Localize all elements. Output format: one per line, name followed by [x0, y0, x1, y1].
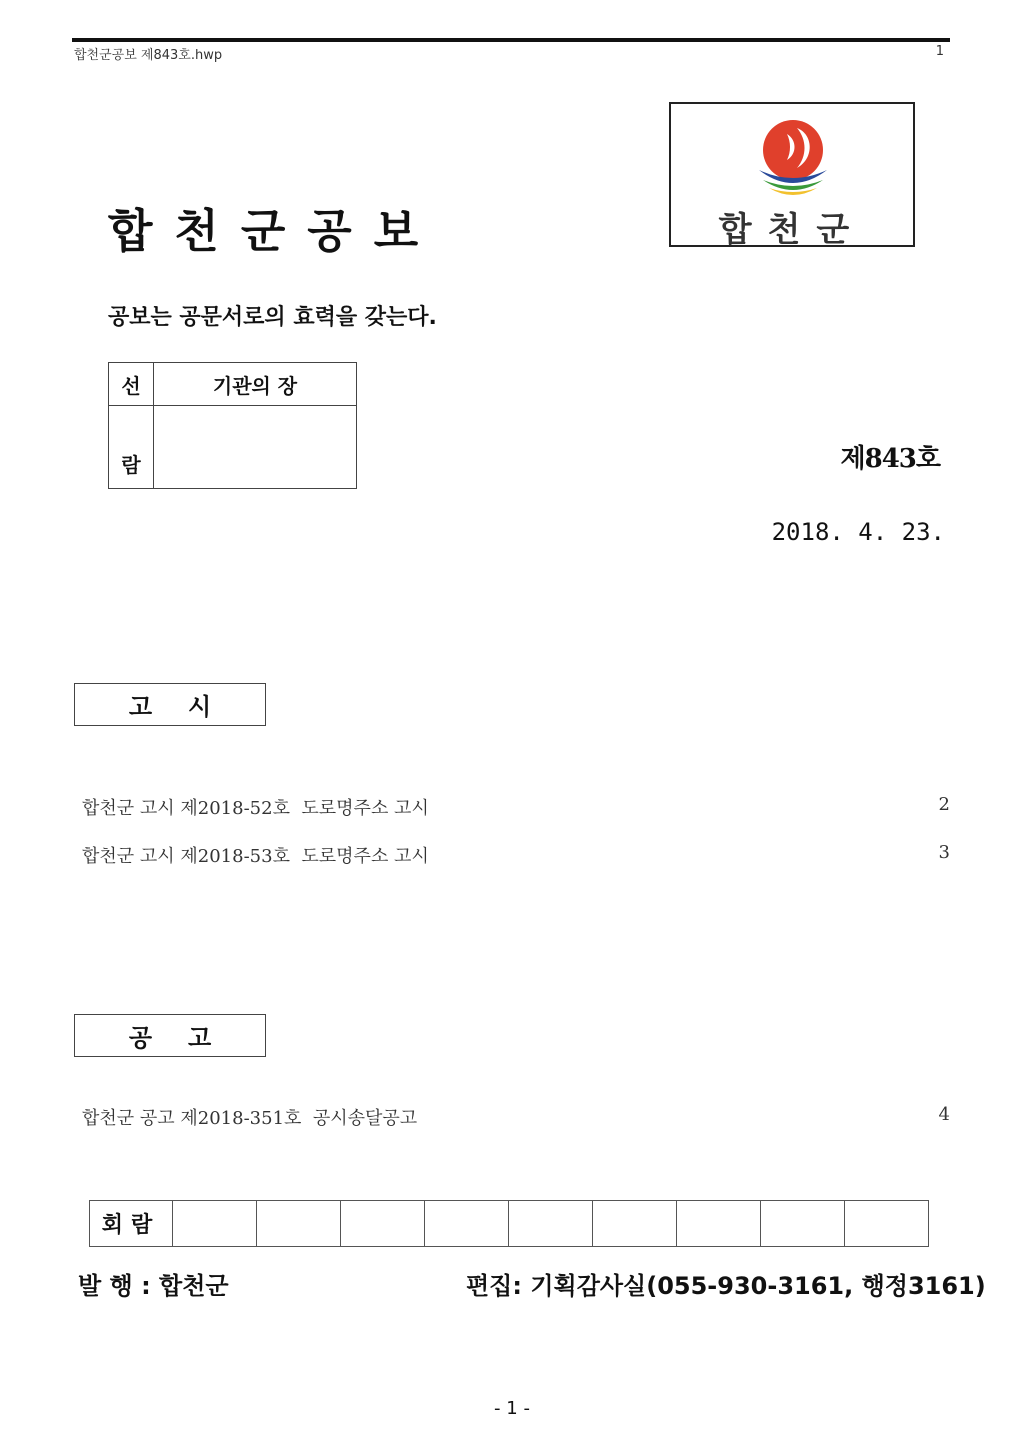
circulation-cell — [845, 1201, 929, 1247]
issue-number: 제843호 — [840, 444, 940, 474]
header-filename: 합천군공보 제843호.hwp — [74, 48, 223, 63]
logo-text: 합천군 — [718, 210, 866, 250]
toc-item-page: 4 — [938, 1104, 950, 1125]
header-rule — [72, 38, 950, 42]
toc-item-text: 합천군 고시 제2018-52호 도로명주소 고시 — [82, 798, 429, 819]
editor-contact: 편집: 기획감사실(055-930-3161, 행정3161) — [466, 1272, 986, 1300]
section-title-notices: 고시 — [74, 683, 266, 726]
toc-item[interactable] — [82, 842, 950, 868]
toc-item-page: 2 — [938, 794, 950, 815]
toc-item[interactable] — [82, 794, 950, 820]
approval-label-bottom: 람 — [109, 406, 154, 489]
circulation-cell — [761, 1201, 845, 1247]
approval-table — [108, 362, 357, 489]
circulation-cell — [425, 1201, 509, 1247]
county-emblem-icon — [753, 114, 833, 202]
circulation-cell — [173, 1201, 257, 1247]
publisher: 발 행 : 합천군 — [78, 1272, 229, 1300]
circulation-cell — [677, 1201, 761, 1247]
header-page-number: 1 — [935, 44, 944, 59]
circulation-table — [89, 1200, 929, 1247]
issue-date: 2018. 4. 23. — [771, 518, 945, 546]
approval-header: 기관의 장 — [154, 363, 357, 406]
circulation-cell — [593, 1201, 677, 1247]
approval-signature-cell — [154, 406, 357, 489]
bulletin-title: 합천군공보 — [108, 204, 441, 258]
circulation-cell — [341, 1201, 425, 1247]
toc-item[interactable] — [82, 1104, 950, 1130]
section-title-announcements: 공고 — [74, 1014, 266, 1057]
circulation-label: 회람 — [90, 1201, 173, 1247]
toc-item-text: 합천군 공고 제2018-351호 공시송달공고 — [82, 1108, 418, 1129]
page-footer-number: - 1 - — [494, 1398, 530, 1419]
approval-label-top: 선 — [109, 363, 154, 406]
county-logo — [669, 102, 915, 250]
bulletin-subtitle: 공보는 공문서로의 효력을 갖는다. — [108, 305, 437, 330]
toc-item-page: 3 — [938, 842, 950, 863]
circulation-cell — [509, 1201, 593, 1247]
toc-item-text: 합천군 고시 제2018-53호 도로명주소 고시 — [82, 846, 429, 867]
circulation-cell — [257, 1201, 341, 1247]
